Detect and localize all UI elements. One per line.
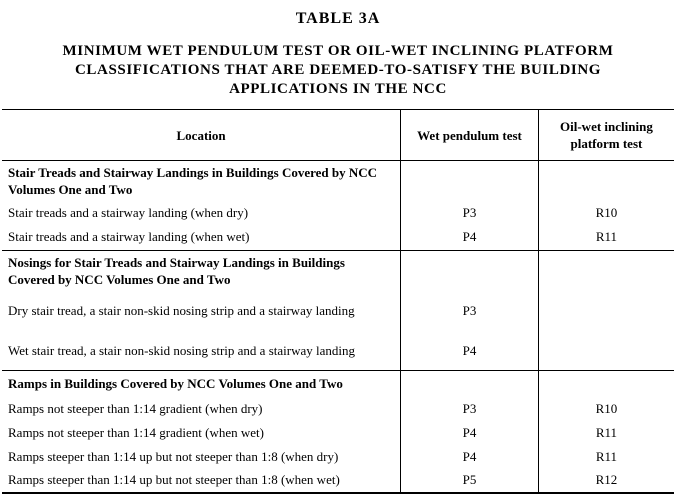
table-row bbox=[2, 469, 674, 493]
table-row bbox=[2, 331, 674, 371]
wet-pendulum-cell: P3 bbox=[401, 397, 539, 421]
section-heading-row bbox=[2, 161, 674, 201]
oil-wet-cell bbox=[538, 331, 674, 371]
table-title: MINIMUM WET PENDULUM TEST OR OIL-WET INCLINING PLATFORM CLASSIFICATIONS THAT ARE DEEMED-TO-SATISFY THE BUILDING APPLICATIONS IN THE NCC bbox=[62, 43, 614, 97]
section-heading: Nosings for Stair Treads and Stairway Landings in Buildings Covered by NCC Volumes One and Two bbox=[2, 251, 401, 291]
section-heading-row bbox=[2, 251, 674, 291]
column-header-oil-wet: Oil-wet inclining platform test bbox=[538, 110, 674, 161]
oil-wet-cell: R10 bbox=[538, 201, 674, 225]
header-row bbox=[2, 110, 674, 161]
wet-pendulum-cell: P5 bbox=[401, 469, 539, 493]
column-header-location: Location bbox=[2, 110, 401, 161]
oil-wet-cell: R12 bbox=[538, 469, 674, 493]
wet-pendulum-cell: P4 bbox=[401, 421, 539, 445]
section-heading: Stair Treads and Stairway Landings in Buildings Covered by NCC Volumes One and Two bbox=[2, 161, 401, 201]
wet-pendulum-cell: P4 bbox=[401, 225, 539, 251]
table-row bbox=[2, 445, 674, 469]
oil-wet-cell: R10 bbox=[538, 397, 674, 421]
oil-wet-cell: R11 bbox=[538, 421, 674, 445]
oil-wet-cell bbox=[538, 291, 674, 331]
table-number: TABLE 3A bbox=[295, 10, 381, 27]
wet-pendulum-cell: P3 bbox=[401, 201, 539, 225]
table-row bbox=[2, 291, 674, 331]
wet-pendulum-cell: P3 bbox=[401, 291, 539, 331]
location-cell: Stair treads and a stairway landing (when dry) bbox=[8, 204, 249, 220]
oil-wet-cell: R11 bbox=[538, 445, 674, 469]
classification-table bbox=[2, 109, 674, 494]
section-heading: Ramps in Buildings Covered by NCC Volumes One and Two bbox=[2, 371, 401, 397]
location-cell: Ramps steeper than 1:14 up but not steeper than 1:8 (when dry) bbox=[8, 448, 339, 464]
oil-wet-cell: R11 bbox=[538, 225, 674, 251]
location-cell: Stair treads and a stairway landing (when wet) bbox=[8, 229, 250, 245]
location-cell: Dry stair tread, a stair non-skid nosing strip and a stairway landing bbox=[8, 303, 355, 318]
wet-pendulum-cell: P4 bbox=[401, 445, 539, 469]
location-cell: Wet stair tread, a stair non-skid nosing strip and a stairway landing bbox=[8, 342, 355, 358]
section-heading-row bbox=[2, 371, 674, 397]
table-row bbox=[2, 201, 674, 225]
wet-pendulum-cell: P4 bbox=[401, 331, 539, 371]
table-row bbox=[2, 225, 674, 251]
column-header-wet-pendulum: Wet pendulum test bbox=[401, 110, 539, 161]
table-row bbox=[2, 421, 674, 445]
location-cell: Ramps not steeper than 1:14 gradient (when wet) bbox=[8, 424, 264, 440]
location-cell: Ramps not steeper than 1:14 gradient (when dry) bbox=[8, 400, 263, 416]
location-cell: Ramps steeper than 1:14 up but not steeper than 1:8 (when wet) bbox=[2, 469, 401, 493]
table-row bbox=[2, 397, 674, 421]
